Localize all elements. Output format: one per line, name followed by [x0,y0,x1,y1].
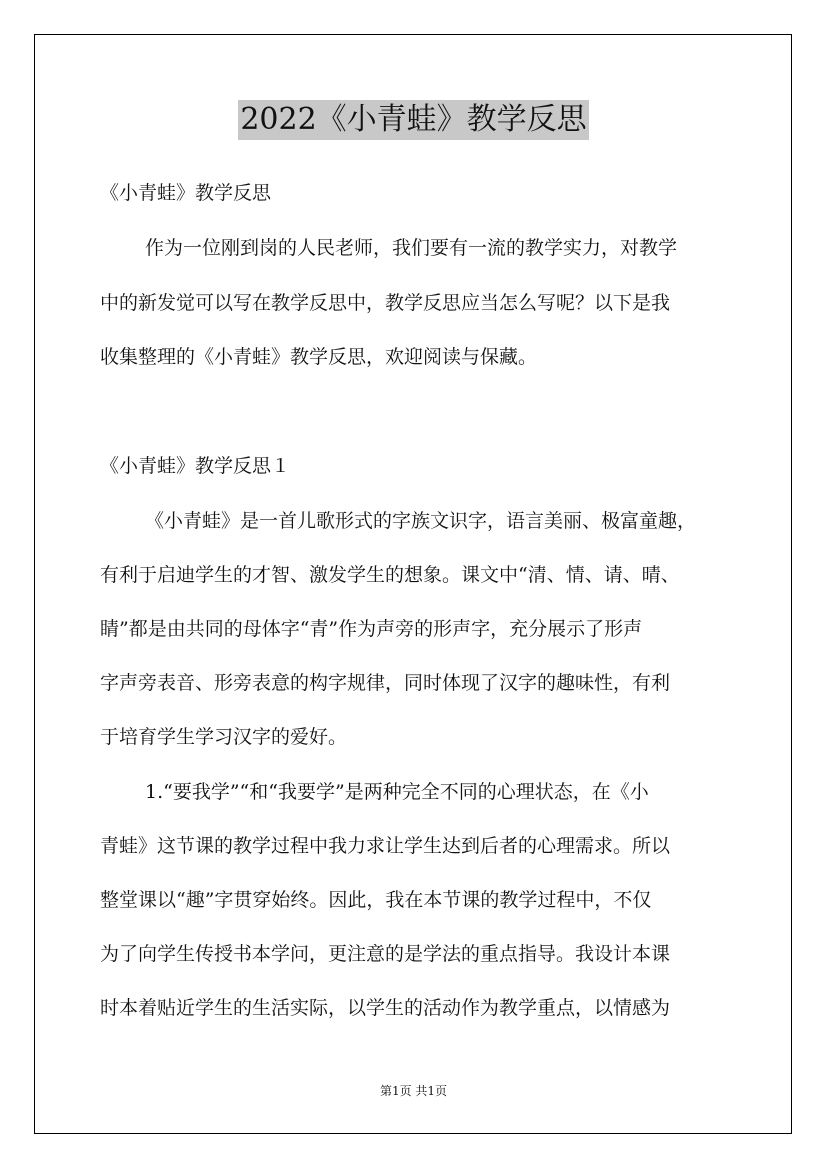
page-footer: 第1页 共1页 [379,1084,448,1098]
paragraph1-line-1: 《小青蛙》是一首儿歌形式的字族文识字，语言美丽、极富童趣， [145,510,697,532]
paragraph1-line-4: 字声旁表音、形旁表意的构字规律，同时体现了汉字的趣味性，有利 [100,672,671,694]
paragraph2-line-4: 为了向学生传授书本学问，更注意的是学法的重点指导。我设计本课 [100,943,671,965]
intro-line-2: 中的新发觉可以写在教学反思中，教学反思应当怎么写呢？以下是我 [100,292,671,314]
title-container [0,100,827,140]
section-heading: 《小青蛙》教学反思１ [100,455,291,477]
paragraph1-line-3: 睛”都是由共同的母体字“青”作为声旁的形声字，充分展示了形声 [100,618,643,640]
paragraph1-line-5: 于培育学生学习汉字的爱好。 [100,726,348,748]
paragraph2-line-2: 青蛙》这节课的教学过程中我力求让学生达到后者的心理需求。所以 [100,835,671,857]
paragraph2-line-5: 时本着贴近学生的生活实际，以学生的活动作为教学重点，以情感为 [100,997,671,1019]
subtitle: 《小青蛙》教学反思 [100,182,272,204]
paragraph2-line-3: 整堂课以“趣”字贯穿始终。因此，我在本节课的教学过程中，不仅 [100,889,652,911]
paragraph1-line-2: 有利于启迪学生的才智、激发学生的想象。课文中“清、情、请、晴、 [100,564,680,586]
paragraph2-line-1: 1.“要我学”“和“我要学”是两种完全不同的心理状态，在《小 [145,781,649,803]
document-title: 2022《小青蛙》教学反思 [238,100,588,140]
intro-line-1: 作为一位刚到岗的人民老师，我们要有一流的教学实力，对教学 [145,237,678,259]
intro-line-3: 收集整理的《小青蛙》教学反思，欢迎阅读与保藏。 [100,346,538,368]
